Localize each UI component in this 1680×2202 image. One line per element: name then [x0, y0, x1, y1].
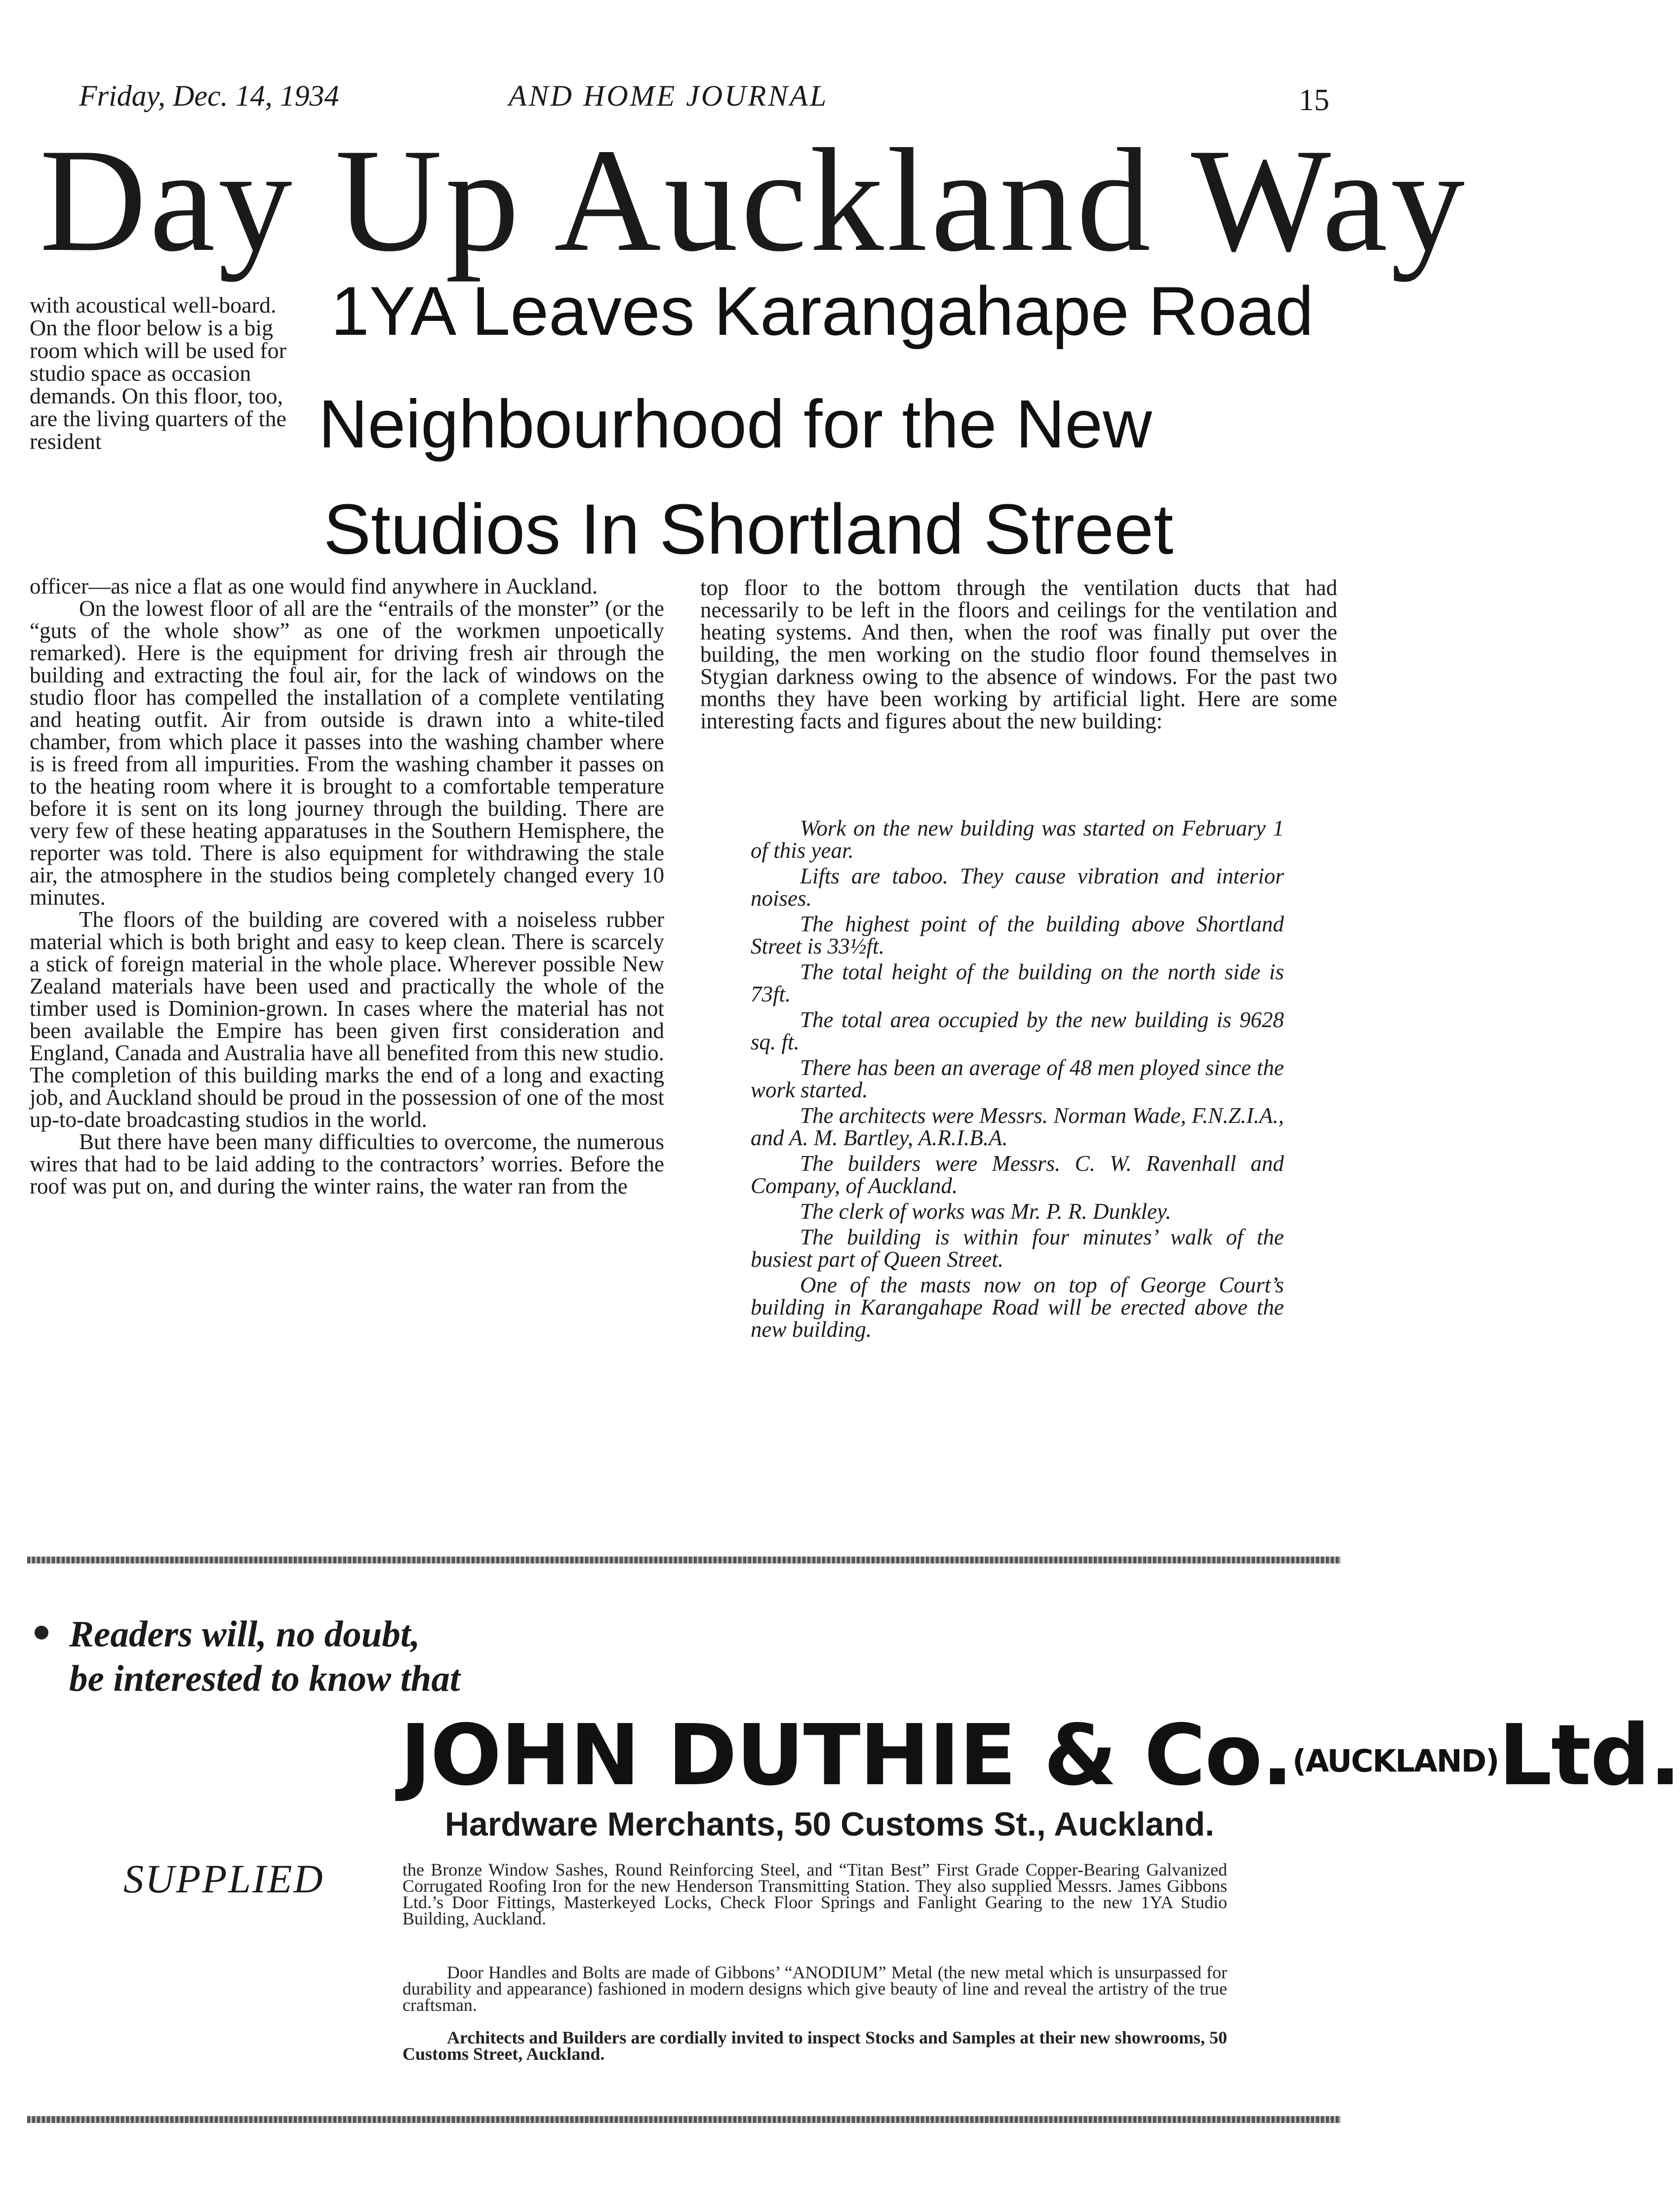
article-subtitle-line-3: Studios In Shortland Street — [323, 489, 1174, 569]
article-subtitle-line-1: 1YA Leaves Karangahape Road — [331, 272, 1314, 350]
page-number: 15 — [1299, 83, 1329, 117]
company-tagline: Hardware Merchants, 50 Customs St., Auckland. — [444, 1805, 1215, 1843]
ad-paragraph-2: Door Handles and Bolts are made of Gibbons’ “ANODIUM” Metal (the new metal which is unsurpassed for durability and appearance) fashioned in modern designs which give beauty of line and reveal the artistry of the true craftsman. — [402, 1962, 1227, 2015]
fact-item: One of the masts now on top of George Court’s building in Karangahape Road will be erected above the new building. — [751, 1273, 1284, 1342]
article-paragraph: On the lowest floor of all are the “entrails of the monster” (or the “guts of the whole show” as one of the workmen unpoetically remarked). Here is the equipment for driving fresh air through the building and extracting the foul air, for the lack of windows on the studio floor has compelled the installation of a complete ventilating and heating outfit. Air from outside is drawn into a white-tiled chamber, from which place it passes into the washing chamber where is is freed from all impurities. From the washing chamber it passes on to the heating room where it is brought to a comfortable temperature before it is sent on its long journey through the building. There are very few of these heating apparatuses in the Southern Hemisphere, the reporter was told. There is also equipment for withdrawing the stale air, the atmosphere in the studios being completely changed every 10 minutes. — [30, 596, 664, 910]
article-headline: Day Up Auckland Way — [40, 118, 1468, 282]
publication-name: AND HOME JOURNAL — [509, 80, 829, 112]
fact-item: The building is within four minutes’ walk of the busiest part of Queen Street. — [751, 1225, 1284, 1272]
fact-item: The clerk of works was Mr. P. R. Dunkley. — [800, 1199, 1171, 1224]
article-side-column: with acoustical well-board. On the floor below is a big room which will be used for studio space as occasion demands. On this floor, too, are the living quarters of the resident — [30, 292, 286, 454]
bottom-divider — [27, 2116, 1341, 2123]
fact-item: The total height of the building on the north side is 73ft. — [751, 960, 1284, 1006]
ad-paragraph-1: the Bronze Window Sashes, Round Reinforcing Steel, and “Titan Best” First Grade Copper-Bearing Galvanized Corrugated Roofing Iron for the new Henderson Transmitting Station. They also supplied Messrs. James Gibbons Ltd.’s Door Fittings, Masterkeyed Locks, Check Floor Springs and Fanlight Gearing to the new 1YA Studio Building, Auckland. — [402, 1860, 1227, 1928]
building-facts-list — [751, 817, 1284, 1344]
company-location: (AUCKLAND) — [1292, 1743, 1499, 1779]
company-name: JOHN DUTHIE & Co. — [400, 1707, 1293, 1804]
ad-intro-line-2: be interested to know that — [69, 1658, 460, 1699]
issue-date: Friday, Dec. 14, 1934 — [79, 80, 339, 112]
bullet-icon — [35, 1626, 48, 1640]
company-name-banner — [400, 1707, 1680, 1804]
fact-item: The architects were Messrs. Norman Wade, F.N.Z.I.A., and A. M. Bartley, A.R.I.B.A. — [751, 1103, 1284, 1150]
supplied-label: SUPPLIED — [123, 1856, 324, 1901]
ad-intro-line-1: Readers will, no doubt, — [69, 1614, 420, 1655]
article-right-column — [700, 577, 1337, 732]
section-divider — [27, 1557, 1341, 1563]
article-subtitle-line-2: Neighbourhood for the New — [319, 386, 1152, 462]
article-paragraph: But there have been many difficulties to overcome, the numerous wires that had to be laid adding to the contractors’ worries. Before the roof was put on, and during the winter rains, the water ran from the — [30, 1129, 664, 1199]
fact-item: Lifts are taboo. They cause vibration and interior noises. — [751, 864, 1284, 911]
fact-item: Work on the new building was started on February 1 of this year. — [751, 816, 1284, 863]
article-paragraph: The floors of the building are covered with a noiseless rubber material which is both bright and easy to keep clean. There is scarcely a stick of foreign material in the whole place. Wherever possible New Zealand materials have been used and practically the whole of the timber used is Dominion-grown. In cases where the material has not been available the Empire has been given first consideration and England, Canada and Australia have all benefited from this new studio. The completion of this building marks the end of a long and exacting job, and Auckland should be proud in the possession of one of the most up-to-date broadcasting studios in the world. — [30, 907, 664, 1132]
article-paragraph: top floor to the bottom through the ventilation ducts that had necessarily to be left in the floors and ceilings for the ventilation and heating systems. And then, when the roof was finally put over the building, the men working on the studio floor found themselves in Stygian darkness owing to the absence of windows. For the past two months they have been working by artificial light. Here are some interesting facts and figures about the new building: — [700, 575, 1337, 733]
ad-paragraph-3: Architects and Builders are cordially invited to inspect Stocks and Samples at their new showrooms, 50 Customs Street, Auckland. — [402, 2028, 1227, 2064]
article-left-column — [30, 575, 664, 1198]
fact-item: The total area occupied by the new building is 9628 sq. ft. — [751, 1007, 1284, 1054]
fact-item: The highest point of the building above Shortland Street is 33½ft. — [751, 912, 1284, 959]
article-paragraph: officer—as nice a flat as one would find anywhere in Auckland. — [30, 574, 598, 599]
fact-item: There has been an average of 48 men ployed since the work started. — [751, 1055, 1284, 1102]
fact-item: The builders were Messrs. C. W. Ravenhall and Company, of Auckland. — [751, 1151, 1284, 1198]
company-ltd: Ltd. — [1498, 1707, 1680, 1804]
